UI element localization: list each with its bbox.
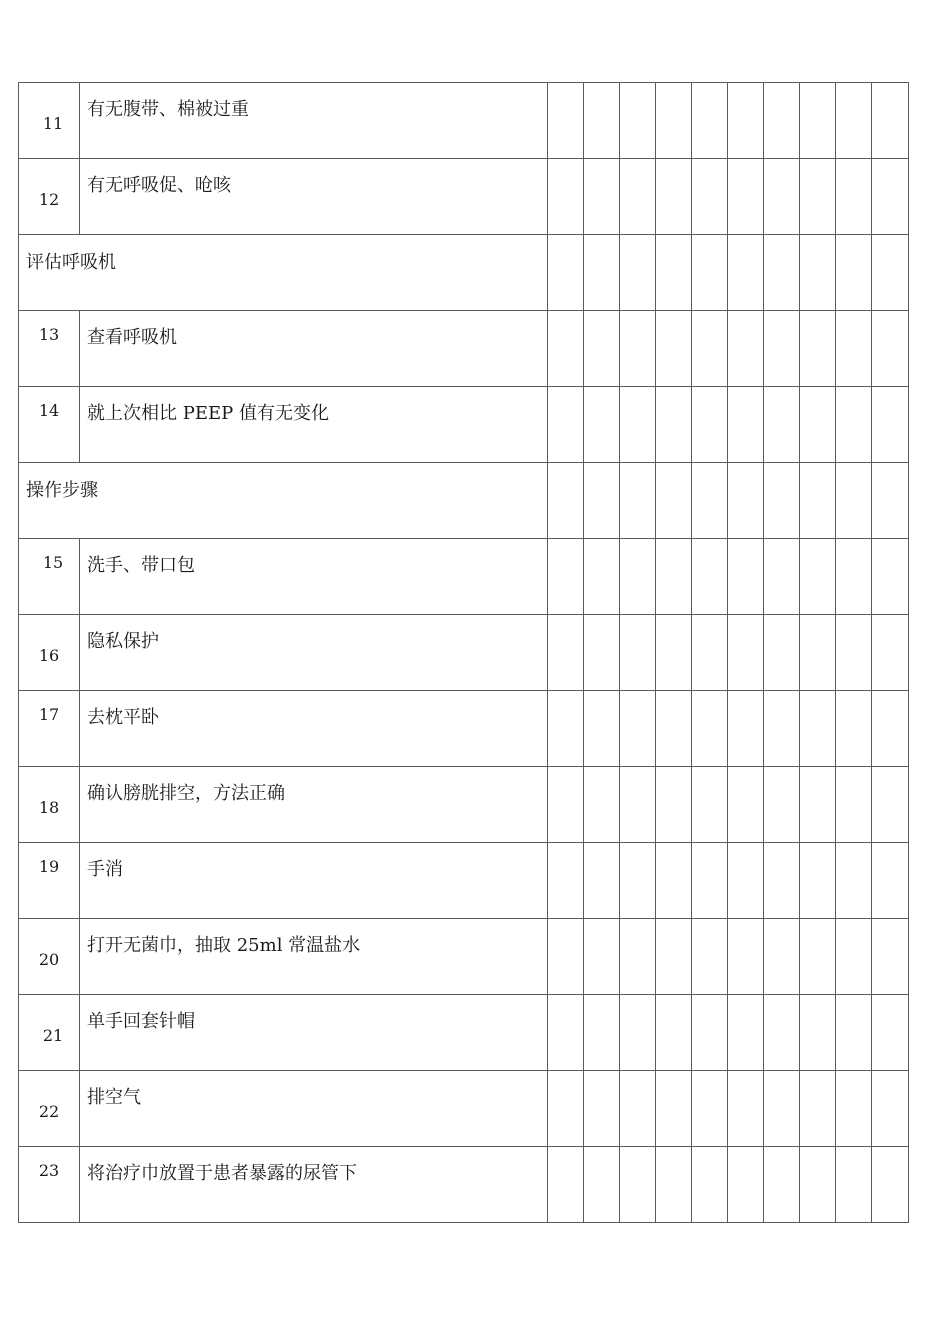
score-cell[interactable]	[764, 159, 800, 235]
score-cell[interactable]	[584, 83, 620, 159]
score-cell[interactable]	[836, 1147, 872, 1223]
score-cell[interactable]	[656, 311, 692, 387]
score-cell[interactable]	[656, 387, 692, 463]
score-cell[interactable]	[728, 615, 764, 691]
score-cell[interactable]	[620, 1147, 656, 1223]
score-cell[interactable]	[584, 1147, 620, 1223]
score-cell[interactable]	[656, 463, 692, 539]
score-cell[interactable]	[692, 767, 728, 843]
table-row	[19, 311, 909, 387]
item-description: 查看呼吸机	[80, 311, 548, 387]
score-cell[interactable]	[692, 311, 728, 387]
score-cell[interactable]	[872, 995, 909, 1071]
score-cell[interactable]	[764, 539, 800, 615]
table-row	[19, 159, 909, 235]
score-cell[interactable]	[692, 463, 728, 539]
item-number: 15	[19, 539, 80, 615]
score-cell[interactable]	[548, 539, 584, 615]
checklist-table	[18, 82, 909, 1223]
score-cell[interactable]	[836, 235, 872, 311]
score-cell[interactable]	[620, 1071, 656, 1147]
score-cell[interactable]	[728, 83, 764, 159]
score-cell[interactable]	[620, 311, 656, 387]
item-description: 将治疗巾放置于患者暴露的尿管下	[80, 1147, 548, 1223]
score-cell[interactable]	[692, 83, 728, 159]
score-cell[interactable]	[764, 83, 800, 159]
score-cell[interactable]	[836, 767, 872, 843]
score-cell[interactable]	[836, 691, 872, 767]
score-cell[interactable]	[548, 919, 584, 995]
score-cell[interactable]	[548, 615, 584, 691]
score-cell[interactable]	[548, 843, 584, 919]
score-cell[interactable]	[728, 1071, 764, 1147]
score-cell[interactable]	[800, 1147, 836, 1223]
score-cell[interactable]	[836, 159, 872, 235]
item-number: 20	[19, 919, 80, 995]
score-cell[interactable]	[692, 1147, 728, 1223]
score-cell[interactable]	[728, 767, 764, 843]
score-cell[interactable]	[764, 311, 800, 387]
score-cell[interactable]	[548, 83, 584, 159]
score-cell[interactable]	[656, 159, 692, 235]
score-cell[interactable]	[800, 691, 836, 767]
item-number: 12	[19, 159, 80, 235]
score-cell[interactable]	[872, 843, 909, 919]
score-cell[interactable]	[764, 1071, 800, 1147]
score-cell[interactable]	[620, 995, 656, 1071]
score-cell[interactable]	[548, 691, 584, 767]
item-number: 18	[19, 767, 80, 843]
item-number: 21	[19, 995, 80, 1071]
score-cell[interactable]	[800, 463, 836, 539]
score-cell[interactable]	[620, 691, 656, 767]
score-cell[interactable]	[692, 235, 728, 311]
section-row	[19, 463, 909, 539]
score-cell[interactable]	[872, 235, 909, 311]
score-cell[interactable]	[836, 1071, 872, 1147]
score-cell[interactable]	[764, 995, 800, 1071]
score-cell[interactable]	[548, 995, 584, 1071]
score-cell[interactable]	[620, 539, 656, 615]
score-cell[interactable]	[548, 235, 584, 311]
item-description: 单手回套针帽	[80, 995, 548, 1071]
score-cell[interactable]	[800, 843, 836, 919]
table-row	[19, 387, 909, 463]
score-cell[interactable]	[548, 387, 584, 463]
score-cell[interactable]	[620, 387, 656, 463]
item-description: 排空气	[80, 1071, 548, 1147]
table-row	[19, 539, 909, 615]
score-cell[interactable]	[836, 843, 872, 919]
table-row	[19, 615, 909, 691]
score-cell[interactable]	[836, 995, 872, 1071]
score-cell[interactable]	[728, 235, 764, 311]
score-cell[interactable]	[620, 159, 656, 235]
score-cell[interactable]	[584, 843, 620, 919]
score-cell[interactable]	[656, 1071, 692, 1147]
score-cell[interactable]	[764, 463, 800, 539]
score-cell[interactable]	[548, 1147, 584, 1223]
score-cell[interactable]	[872, 1071, 909, 1147]
table-row	[19, 843, 909, 919]
score-cell[interactable]	[764, 615, 800, 691]
score-cell[interactable]	[728, 919, 764, 995]
score-cell[interactable]	[800, 387, 836, 463]
score-cell[interactable]	[872, 83, 909, 159]
score-cell[interactable]	[548, 311, 584, 387]
score-cell[interactable]	[584, 691, 620, 767]
table-row	[19, 1071, 909, 1147]
score-cell[interactable]	[872, 159, 909, 235]
score-cell[interactable]	[728, 1147, 764, 1223]
score-cell[interactable]	[800, 995, 836, 1071]
score-cell[interactable]	[584, 767, 620, 843]
item-description: 洗手、带口包	[80, 539, 548, 615]
score-cell[interactable]	[800, 1071, 836, 1147]
score-cell[interactable]	[692, 995, 728, 1071]
item-number: 14	[19, 387, 80, 463]
score-cell[interactable]	[728, 311, 764, 387]
score-cell[interactable]	[872, 767, 909, 843]
score-cell[interactable]	[692, 387, 728, 463]
score-cell[interactable]	[872, 539, 909, 615]
score-cell[interactable]	[836, 539, 872, 615]
score-cell[interactable]	[656, 83, 692, 159]
item-number: 16	[19, 615, 80, 691]
score-cell[interactable]	[620, 767, 656, 843]
score-cell[interactable]	[872, 1147, 909, 1223]
score-cell[interactable]	[548, 1071, 584, 1147]
score-cell[interactable]	[800, 615, 836, 691]
score-cell[interactable]	[584, 1071, 620, 1147]
score-cell[interactable]	[692, 615, 728, 691]
item-number: 11	[19, 83, 80, 159]
item-description: 手消	[80, 843, 548, 919]
score-cell[interactable]	[584, 539, 620, 615]
item-description: 就上次相比 PEEP 值有无变化	[80, 387, 548, 463]
item-number: 19	[19, 843, 80, 919]
item-description: 有无腹带、棉被过重	[80, 83, 548, 159]
score-cell[interactable]	[800, 235, 836, 311]
item-description: 去枕平卧	[80, 691, 548, 767]
score-cell[interactable]	[584, 463, 620, 539]
score-cell[interactable]	[728, 843, 764, 919]
score-cell[interactable]	[800, 83, 836, 159]
score-cell[interactable]	[800, 767, 836, 843]
table-row	[19, 767, 909, 843]
score-cell[interactable]	[872, 463, 909, 539]
score-cell[interactable]	[728, 995, 764, 1071]
score-cell[interactable]	[656, 1147, 692, 1223]
score-cell[interactable]	[584, 995, 620, 1071]
score-cell[interactable]	[836, 83, 872, 159]
score-cell[interactable]	[548, 159, 584, 235]
score-cell[interactable]	[584, 919, 620, 995]
score-cell[interactable]	[692, 691, 728, 767]
section-row	[19, 235, 909, 311]
score-cell[interactable]	[692, 919, 728, 995]
score-cell[interactable]	[620, 919, 656, 995]
section-heading: 操作步骤	[19, 463, 548, 539]
item-description: 隐私保护	[80, 615, 548, 691]
score-cell[interactable]	[620, 843, 656, 919]
score-cell[interactable]	[584, 387, 620, 463]
score-cell[interactable]	[656, 919, 692, 995]
item-number: 13	[19, 311, 80, 387]
score-cell[interactable]	[620, 235, 656, 311]
score-cell[interactable]	[764, 843, 800, 919]
score-cell[interactable]	[800, 919, 836, 995]
score-cell[interactable]	[692, 539, 728, 615]
score-cell[interactable]	[692, 159, 728, 235]
score-cell[interactable]	[656, 691, 692, 767]
score-cell[interactable]	[584, 615, 620, 691]
score-cell[interactable]	[872, 615, 909, 691]
score-cell[interactable]	[764, 1147, 800, 1223]
score-cell[interactable]	[692, 843, 728, 919]
score-cell[interactable]	[764, 691, 800, 767]
score-cell[interactable]	[656, 615, 692, 691]
score-cell[interactable]	[872, 919, 909, 995]
item-number: 17	[19, 691, 80, 767]
item-description: 打开无菌巾，抽取 25ml 常温盐水	[80, 919, 548, 995]
score-cell[interactable]	[584, 235, 620, 311]
score-cell[interactable]	[836, 311, 872, 387]
score-cell[interactable]	[764, 919, 800, 995]
score-cell[interactable]	[728, 539, 764, 615]
score-cell[interactable]	[620, 615, 656, 691]
score-cell[interactable]	[764, 767, 800, 843]
table-row	[19, 691, 909, 767]
score-cell[interactable]	[764, 387, 800, 463]
score-cell[interactable]	[764, 235, 800, 311]
score-cell[interactable]	[620, 463, 656, 539]
score-cell[interactable]	[836, 387, 872, 463]
score-cell[interactable]	[728, 463, 764, 539]
item-number: 23	[19, 1147, 80, 1223]
score-cell[interactable]	[620, 83, 656, 159]
item-description: 有无呼吸促、呛咳	[80, 159, 548, 235]
table-row	[19, 83, 909, 159]
score-cell[interactable]	[836, 615, 872, 691]
score-cell[interactable]	[800, 311, 836, 387]
score-cell[interactable]	[692, 1071, 728, 1147]
score-cell[interactable]	[548, 463, 584, 539]
score-cell[interactable]	[584, 159, 620, 235]
score-cell[interactable]	[872, 691, 909, 767]
table-row	[19, 919, 909, 995]
score-cell[interactable]	[872, 387, 909, 463]
score-cell[interactable]	[656, 539, 692, 615]
section-heading: 评估呼吸机	[19, 235, 548, 311]
item-number: 22	[19, 1071, 80, 1147]
score-cell[interactable]	[656, 843, 692, 919]
item-description: 确认膀胱排空，方法正确	[80, 767, 548, 843]
score-cell[interactable]	[800, 159, 836, 235]
score-cell[interactable]	[656, 767, 692, 843]
score-cell[interactable]	[548, 767, 584, 843]
score-cell[interactable]	[656, 235, 692, 311]
score-cell[interactable]	[836, 463, 872, 539]
score-cell[interactable]	[872, 311, 909, 387]
score-cell[interactable]	[728, 691, 764, 767]
score-cell[interactable]	[800, 539, 836, 615]
score-cell[interactable]	[728, 159, 764, 235]
score-cell[interactable]	[656, 995, 692, 1071]
table-row	[19, 995, 909, 1071]
score-cell[interactable]	[584, 311, 620, 387]
table-row	[19, 1147, 909, 1223]
score-cell[interactable]	[728, 387, 764, 463]
score-cell[interactable]	[836, 919, 872, 995]
